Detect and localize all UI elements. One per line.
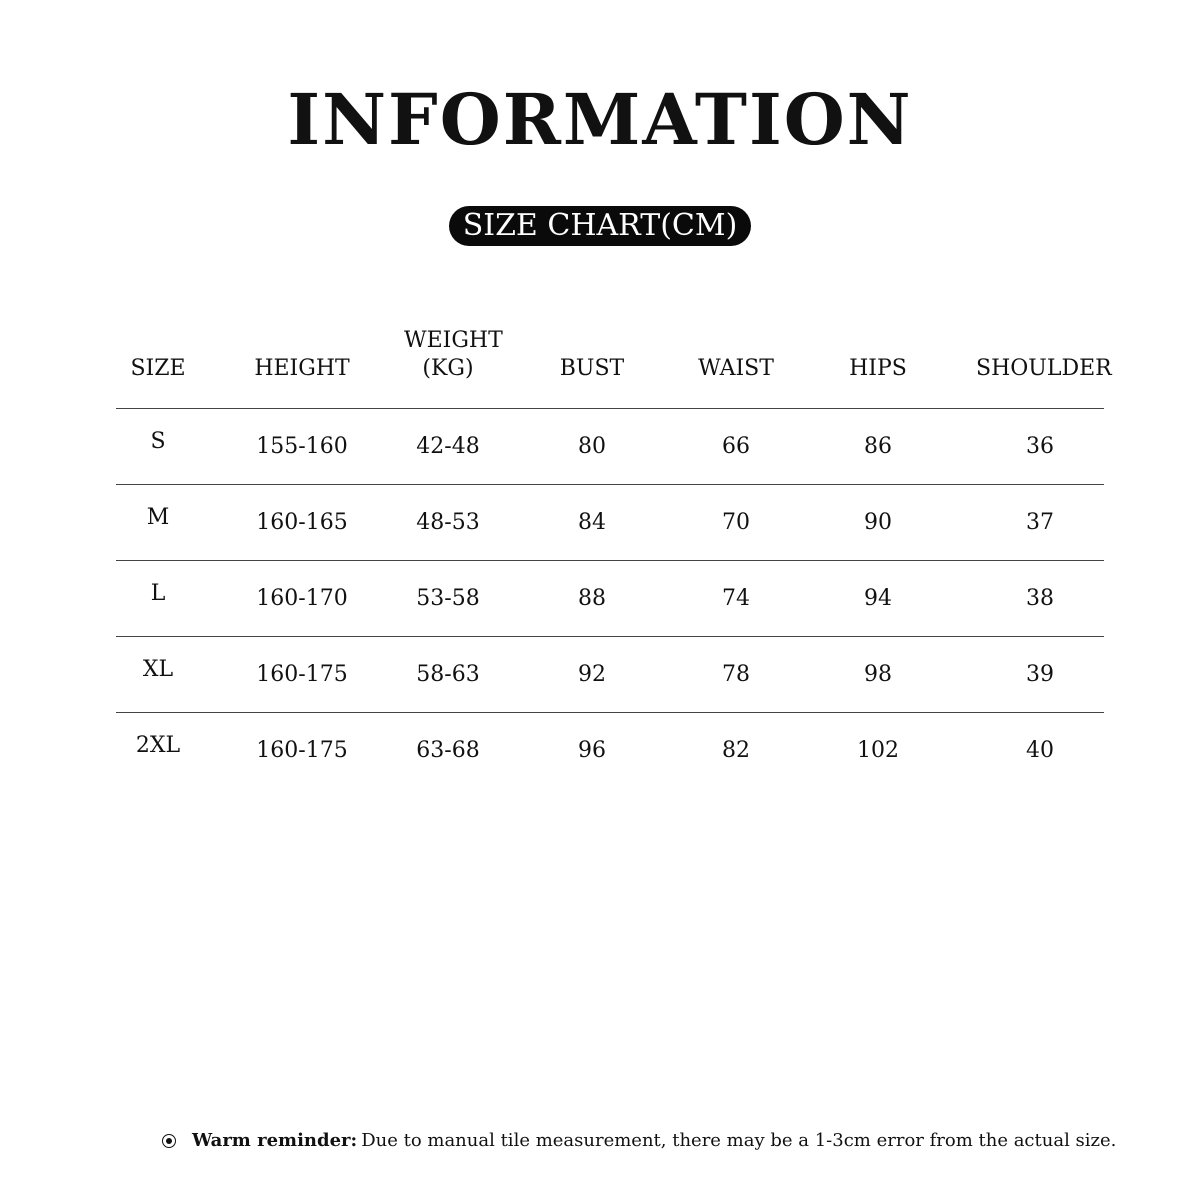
subtitle-wrap	[0, 206, 1200, 246]
cell-weight: 58-63	[416, 661, 480, 687]
table-body	[116, 409, 1104, 788]
cell-waist: 70	[722, 509, 750, 535]
cell-weight: 42-48	[416, 433, 480, 459]
cell-height: 160-175	[256, 661, 348, 687]
table-row	[116, 485, 1104, 561]
header-shoulder: SHOULDER	[976, 356, 1112, 381]
header-height: HEIGHT	[254, 356, 350, 381]
cell-bust: 96	[578, 737, 606, 763]
cell-weight: 63-68	[416, 737, 480, 763]
cell-shoulder: 38	[1026, 585, 1054, 611]
cell-waist: 78	[722, 661, 750, 687]
reminder-label: Warm reminder:	[192, 1130, 358, 1151]
cell-height: 160-175	[256, 737, 348, 763]
header-size: SIZE	[130, 356, 186, 381]
cell-hips: 86	[864, 433, 892, 459]
cell-bust: 92	[578, 661, 606, 687]
radio-icon	[162, 1134, 176, 1148]
cell-size: 2XL	[135, 732, 181, 758]
cell-size: M	[146, 504, 170, 530]
table-row	[116, 713, 1104, 788]
cell-waist: 74	[722, 585, 750, 611]
table-row	[116, 637, 1104, 713]
cell-bust: 88	[578, 585, 606, 611]
cell-height: 160-170	[256, 585, 348, 611]
warm-reminder	[162, 1128, 1122, 1154]
page-title: INFORMATION	[287, 78, 913, 161]
cell-waist: 66	[722, 433, 750, 459]
cell-shoulder: 37	[1026, 509, 1054, 535]
header-hips: HIPS	[849, 356, 907, 381]
cell-size: XL	[142, 656, 174, 682]
cell-shoulder: 40	[1026, 737, 1054, 763]
cell-shoulder: 36	[1026, 433, 1054, 459]
size-chart-badge: SIZE CHART(CM)	[449, 206, 752, 246]
cell-height: 155-160	[256, 433, 348, 459]
table-header-row	[116, 328, 1112, 409]
cell-weight: 53-58	[416, 585, 480, 611]
cell-weight: 48-53	[416, 509, 480, 535]
cell-hips: 90	[864, 509, 892, 535]
cell-hips: 98	[864, 661, 892, 687]
cell-shoulder: 39	[1026, 661, 1054, 687]
cell-bust: 80	[578, 433, 606, 459]
cell-bust: 84	[578, 509, 606, 535]
reminder-text: Due to manual tile measurement, there may be a 1-3cm error from the actual size.	[361, 1130, 1117, 1151]
cell-height: 160-165	[256, 509, 348, 535]
header-weight: WEIGHT (KG)	[404, 328, 503, 381]
cell-hips: 102	[857, 737, 899, 763]
table-row	[116, 561, 1104, 637]
table-row	[116, 409, 1104, 485]
header-waist: WAIST	[698, 356, 774, 381]
cell-size: S	[150, 428, 166, 454]
size-chart-table	[116, 328, 1112, 788]
header-bust: BUST	[559, 356, 625, 381]
cell-hips: 94	[864, 585, 892, 611]
cell-size: L	[150, 580, 166, 606]
cell-waist: 82	[722, 737, 750, 763]
